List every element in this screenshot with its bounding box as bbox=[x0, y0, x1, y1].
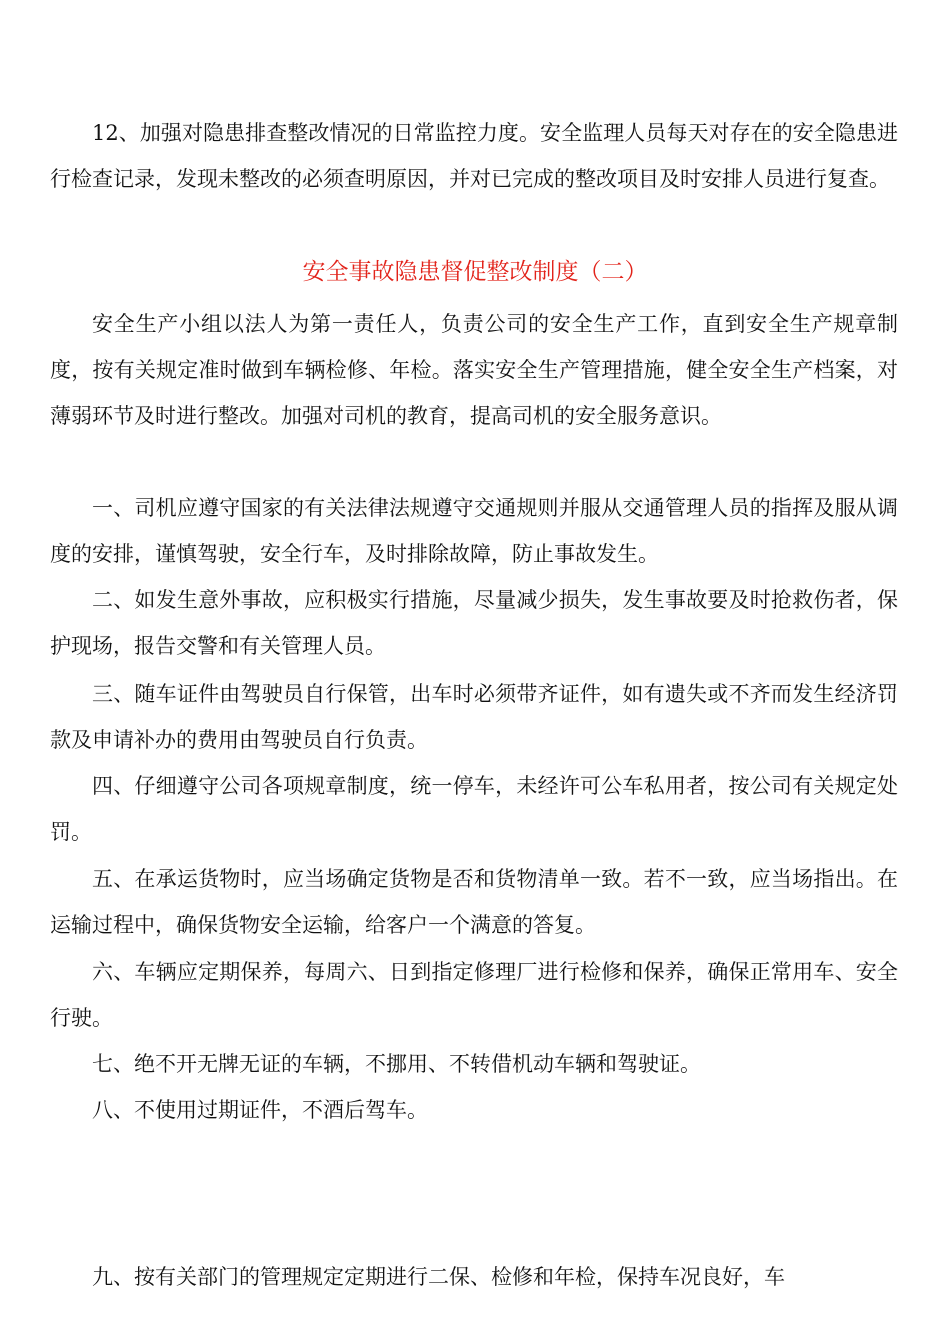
section-title: 安全事故隐患督促整改制度（二） bbox=[302, 259, 648, 285]
rule-item-8: 八、不使用过期证件，不酒后驾车。 bbox=[92, 1098, 428, 1122]
rule-item-9: 九、按有关部门的管理规定定期进行二保、检修和年检，保持车况良好，车 bbox=[92, 1265, 785, 1289]
rule-item-7: 七、绝不开无牌无证的车辆，不挪用、不转借机动车辆和驾驶证。 bbox=[92, 1052, 701, 1076]
rule-item-3: 三、随车证件由驾驶员自行保管，出车时必须带齐证件，如有遗失或不齐而发生经济罚款及申请补办的费用由驾驶员自行负责。 bbox=[50, 682, 898, 752]
rule-item-6: 六、车辆应定期保养，每周六、日到指定修理厂进行检修和保养，确保正常用车、安全行驶。 bbox=[50, 960, 898, 1030]
rule-item-4: 四、仔细遵守公司各项规章制度，统一停车，未经许可公车私用者，按公司有关规定处罚。 bbox=[50, 774, 898, 844]
rule-item-5: 五、在承运货物时，应当场确定货物是否和货物清单一致。若不一致，应当场指出。在运输过程中，确保货物安全运输，给客户一个满意的答复。 bbox=[50, 867, 898, 937]
rule-item-1: 一、司机应遵守国家的有关法律法规遵守交通规则并服从交通管理人员的指挥及服从调度的安排，谨慎驾驶，安全行车，及时排除故障，防止事故发生。 bbox=[50, 496, 898, 566]
rule-item-2: 二、如发生意外事故，应积极实行措施，尽量减少损失，发生事故要及时抢救伤者，保护现场，报告交警和有关管理人员。 bbox=[50, 588, 898, 658]
intro-paragraph: 安全生产小组以法人为第一责任人，负责公司的安全生产工作，直到安全生产规章制度，按有关规定准时做到车辆检修、年检。落实安全生产管理措施，健全安全生产档案，对薄弱环节及时进行整改。加强对司机的教育，提高司机的安全服务意识。 bbox=[50, 312, 898, 428]
paragraph-12: 12、加强对隐患排查整改情况的日常监控力度。安全监理人员每天对存在的安全隐患进行检查记录，发现未整改的必须查明原因，并对已完成的整改项目及时安排人员进行复查。 bbox=[50, 121, 898, 191]
